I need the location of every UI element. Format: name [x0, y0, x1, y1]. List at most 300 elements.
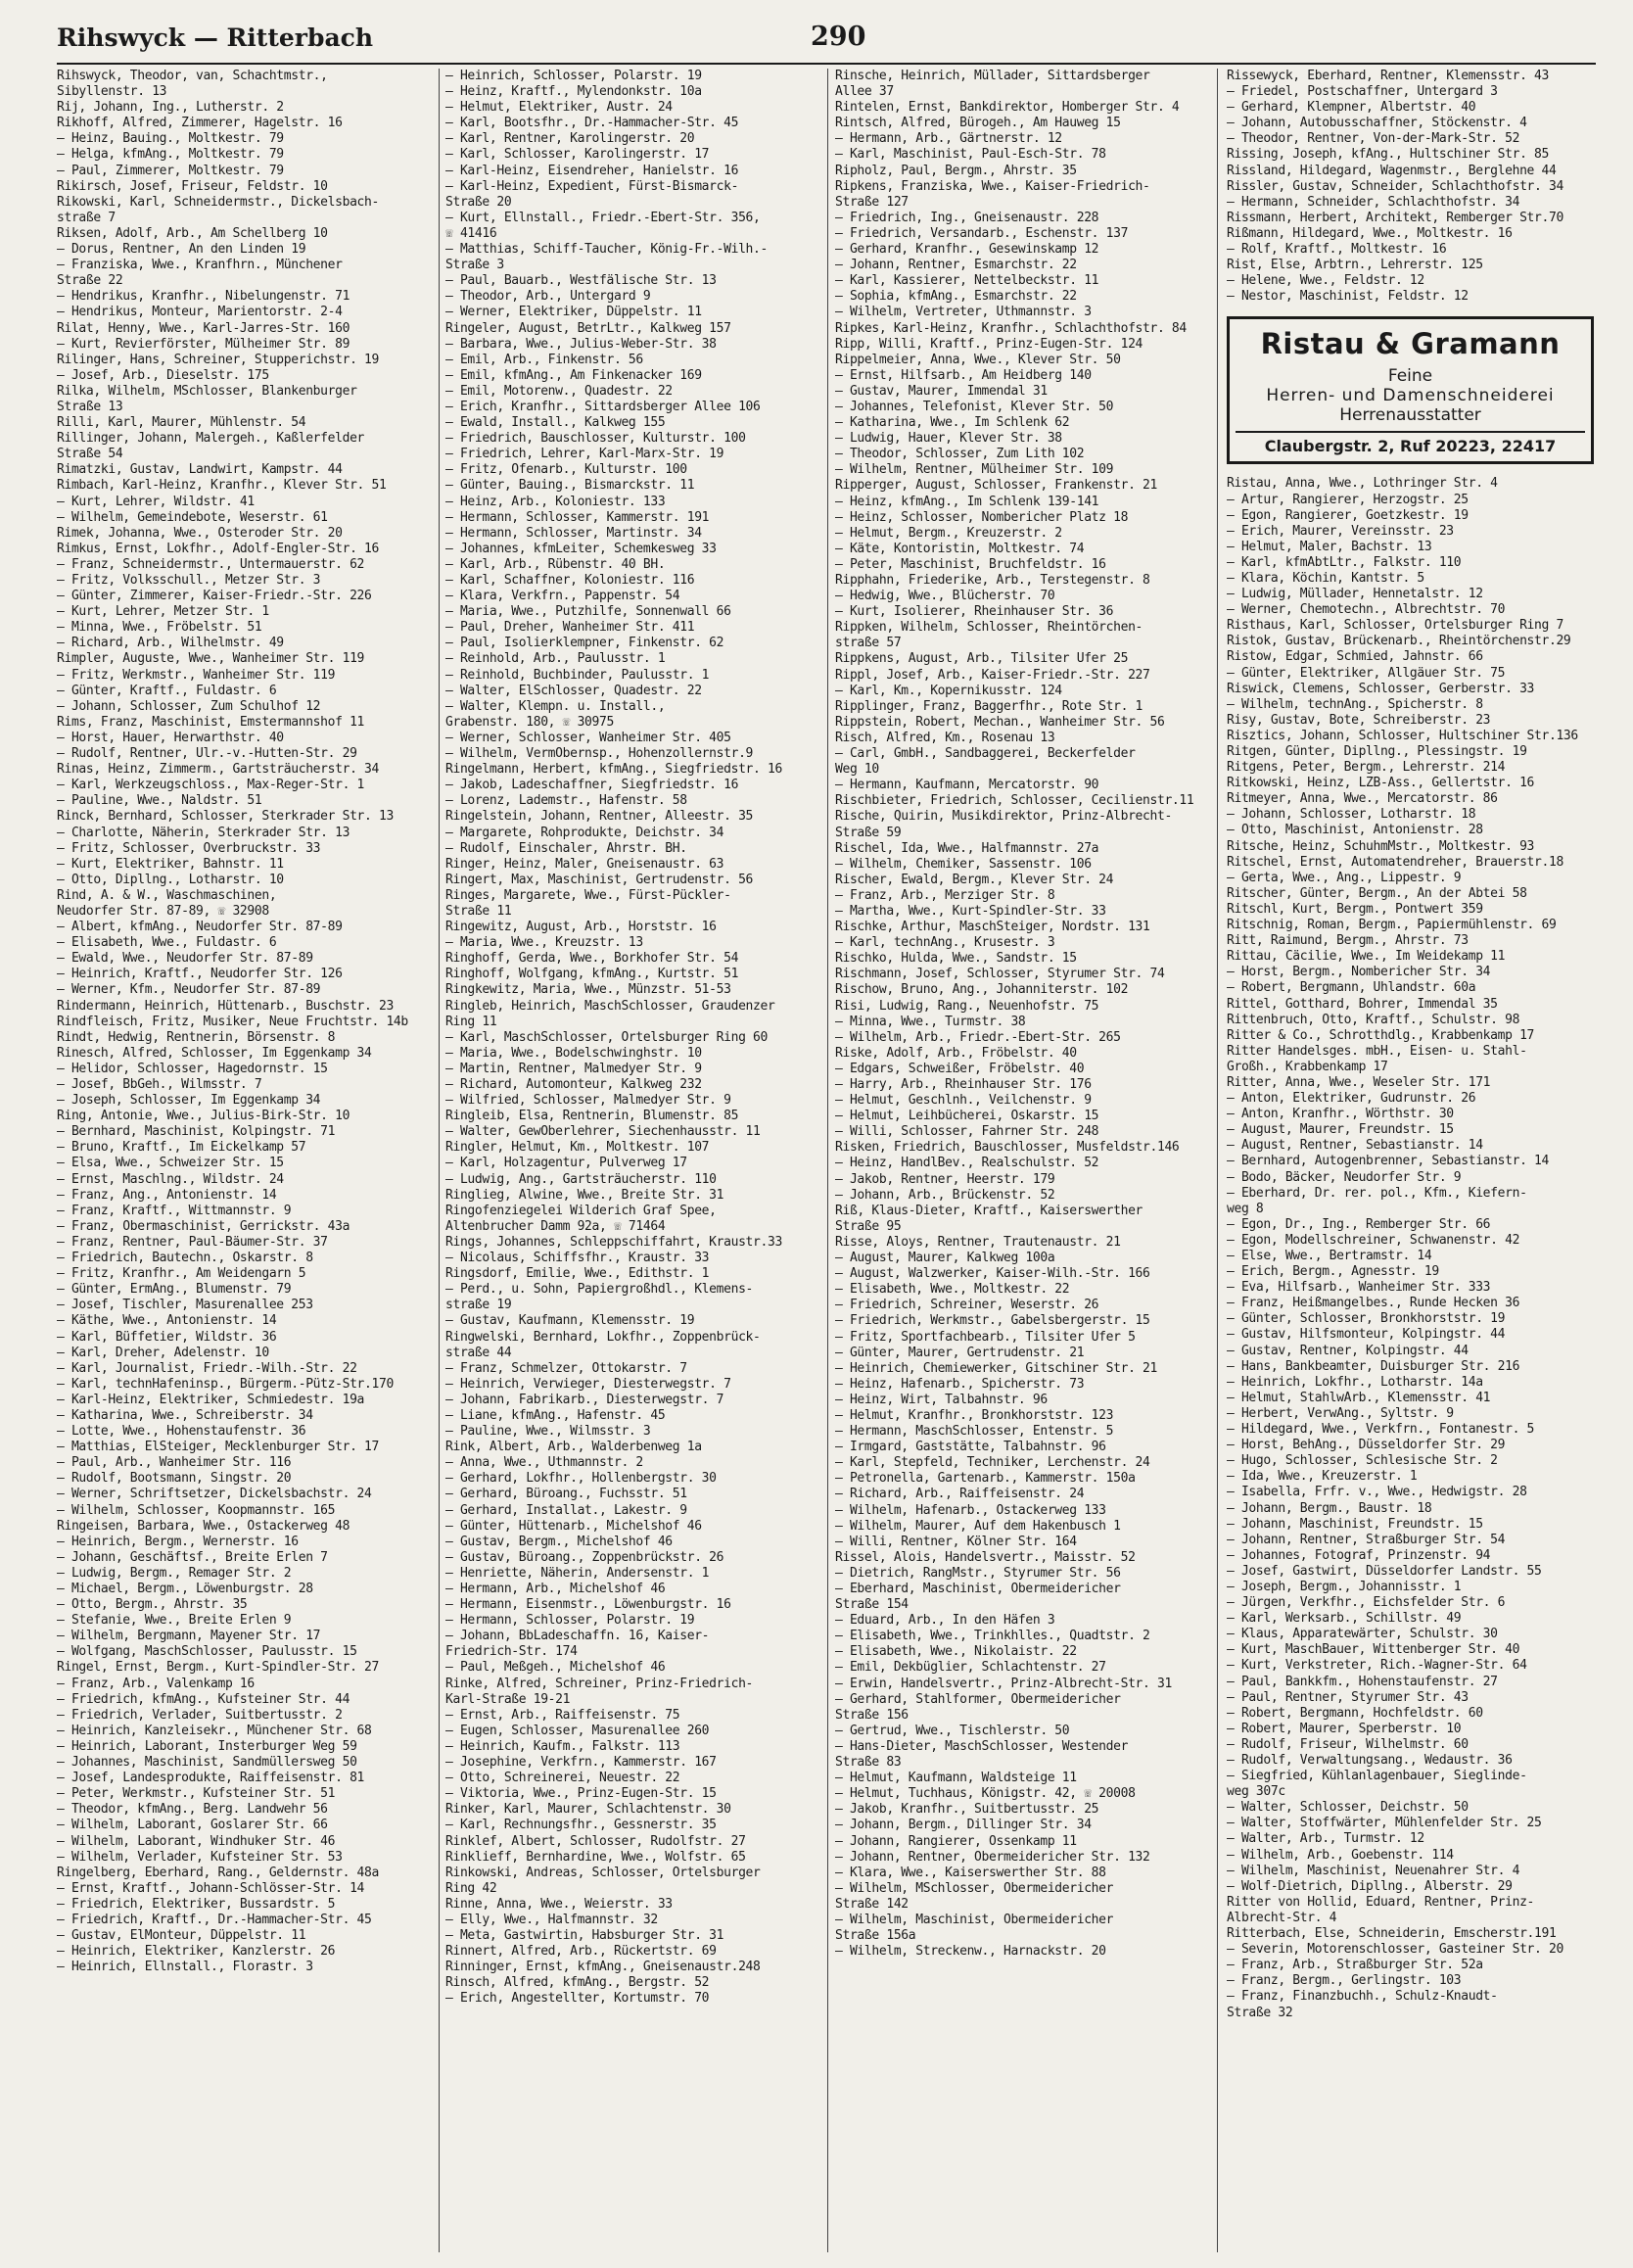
directory-entry: Rims, Franz, Maschinist, Emstermannshof 11: [57, 714, 365, 730]
directory-entry: — Wilhelm, Bergmann, Mayener Str. 17: [57, 1629, 321, 1644]
directory-entry: Rinsch, Alfred, kfmAng., Bergstr. 52: [445, 1975, 710, 1991]
directory-entry: — Helmut, StahlwArb., Klemensstr. 41: [1227, 1390, 1491, 1405]
directory-entry: Ringel, Ernst, Bergm., Kurt-Spindler-Str. 27: [57, 1660, 379, 1676]
directory-entry: Riswick, Clemens, Schlosser, Gerberstr. 33: [1227, 681, 1535, 696]
directory-entry: — Karl-Heinz, Eisendreher, Hanielstr. 16: [445, 163, 739, 178]
directory-entry: — Karl, Rentner, Karolingerstr. 20: [445, 131, 695, 147]
directory-entry: — Josef, Gastwirt, Düsseldorfer Landstr. 55: [1227, 1563, 1542, 1579]
directory-entry: — Theodor, Arb., Untergard 9: [445, 289, 651, 305]
directory-entry: — Wilhelm, Maurer, Auf dem Hakenbusch 1: [835, 1518, 1121, 1534]
directory-entry: — Günter, Bauing., Bismarckstr. 11: [445, 478, 695, 494]
directory-entry: Ripkens, Franziska, Wwe., Kaiser-Friedrich-: [835, 178, 1150, 194]
directory-entry: — Ludwig, Ang., Gartsträucherstr. 110: [445, 1171, 717, 1187]
directory-entry: Ristow, Edgar, Schmied, Jahnstr. 66: [1227, 649, 1483, 665]
directory-entry: Ringelmann, Herbert, kfmAng., Siegfriedstr. 16: [445, 762, 782, 778]
directory-entry: — Erich, Kranfhr., Sittardsberger Allee 106: [445, 399, 761, 414]
directory-entry: — Gerhard, Klempner, Albertstr. 40: [1227, 100, 1476, 116]
directory-entry: — Kurt, Ellnstall., Friedr.-Ebert-Str. 356,: [445, 210, 761, 225]
directory-entry: Risi, Ludwig, Rang., Neuenhofstr. 75: [835, 998, 1099, 1014]
directory-entry: Rind, A. & W., Waschmaschinen,: [57, 887, 277, 903]
directory-entry: — Wilhelm, VermObernsp., Hohenzollernstr.9: [445, 746, 754, 762]
directory-entry: — Johann, Schlosser, Lotharstr. 18: [1227, 807, 1476, 823]
directory-entry: — Michael, Bergm., Löwenburgstr. 28: [57, 1582, 313, 1596]
directory-entry: — Fritz, Ofenarb., Kulturstr. 100: [445, 462, 687, 478]
directory-entry: Rippkens, August, Arb., Tilsiter Ufer 25: [835, 651, 1129, 667]
directory-entry: — Erwin, Handelsvertr., Prinz-Albrecht-Str. 31: [835, 1676, 1172, 1691]
directory-entry: — Gustav, Büroang., Zoppenbrückstr. 26: [445, 1549, 724, 1565]
directory-entry: Rikowski, Karl, Schneidermstr., Dickelsbach-: [57, 194, 379, 210]
directory-entry: — Joseph, Schlosser, Im Eggenkamp 34: [57, 1093, 321, 1109]
directory-entry: — Harry, Arb., Rheinhauser Str. 176: [835, 1077, 1092, 1092]
directory-entry: Ringlieg, Alwine, Wwe., Breite Str. 31: [445, 1187, 724, 1203]
directory-entry: — Günter, Zimmerer, Kaiser-Friedr.-Str. 226: [57, 589, 372, 604]
directory-entry: Rinas, Heinz, Zimmerm., Gartsträucherstr. 34: [57, 762, 379, 778]
directory-entry: — Ernst, Maschlng., Wildstr. 24: [57, 1171, 284, 1187]
directory-entry: Rinsche, Heinrich, Müllader, Sittardsberger: [835, 69, 1150, 83]
directory-entry: — Robert, Bergmann, Uhlandstr. 60a: [1227, 980, 1476, 996]
column-4: [1227, 69, 1596, 2252]
directory-entry: — Nicolaus, Schiffsfhr., Kraustr. 33: [445, 1251, 710, 1266]
directory-entry: Rintsch, Alfred, Bürogeh., Am Hauweg 15: [835, 116, 1121, 131]
directory-entry: straße 19: [445, 1298, 512, 1313]
directory-entry: Grabenstr. 180, ☏ 30975: [445, 714, 614, 730]
directory-entry: Straße 59: [835, 825, 902, 840]
directory-entry: Rippstein, Robert, Mechan., Wanheimer Str. 56: [835, 714, 1165, 730]
directory-entry: — Herbert, VerwAng., Syltstr. 9: [1227, 1405, 1454, 1421]
directory-entry: — Ewald, Install., Kalkweg 155: [445, 415, 666, 431]
directory-entry: — Karl, kfmAbtLtr., Falkstr. 110: [1227, 554, 1462, 570]
directory-entry: Rischel, Ida, Wwe., Halfmannstr. 27a: [835, 840, 1099, 856]
directory-entry: — Viktoria, Wwe., Prinz-Eugen-Str. 15: [445, 1786, 717, 1802]
directory-entry: — Barbara, Wwe., Julius-Weber-Str. 38: [445, 336, 717, 352]
directory-entry: — Fritz, Schlosser, Overbruckstr. 33: [57, 840, 321, 856]
directory-entry: Rinck, Bernhard, Schlosser, Sterkrader Str. 13: [57, 809, 394, 825]
directory-entry: Ringeisen, Barbara, Wwe., Ostackerweg 48: [57, 1518, 350, 1534]
directory-entry: — Edgars, Schweißer, Fröbelstr. 40: [835, 1061, 1085, 1076]
directory-entry: — Günter, Maurer, Gertrudenstr. 21: [835, 1345, 1085, 1360]
directory-entry: weg 307c: [1227, 1784, 1285, 1800]
directory-entry: — Friedrich, Bautechn., Oskarstr. 8: [57, 1251, 313, 1266]
directory-entry: — Karl, Maschinist, Paul-Esch-Str. 78: [835, 147, 1106, 163]
directory-entry: — Johann, Rentner, Obermeidericher Str. 132: [835, 1849, 1150, 1865]
directory-entry: Straße 54: [57, 447, 123, 462]
directory-entry: Rissewyck, Eberhard, Rentner, Klemensstr. 43: [1227, 69, 1549, 83]
directory-entry: Rittel, Gotthard, Bohrer, Immendal 35: [1227, 996, 1498, 1012]
directory-entry: — Helene, Wwe., Feldstr. 12: [1227, 273, 1424, 289]
directory-entry: — Siegfried, Kühlanlagenbauer, Sieglinde-: [1227, 1769, 1527, 1784]
directory-entry: — Bodo, Bäcker, Neudorfer Str. 9: [1227, 1169, 1462, 1185]
directory-entry: Rillinger, Johann, Malergeh., Kaßlerfelder: [57, 431, 365, 447]
directory-entry: Ringewitz, August, Arb., Horststr. 16: [445, 920, 717, 935]
directory-entry: — Eberhard, Dr. rer. pol., Kfm., Kiefern-: [1227, 1185, 1527, 1201]
directory-entry: — Werner, Kfm., Neudorfer Str. 87-89: [57, 982, 321, 998]
directory-entry: — Kurt, Verkstreter, Rich.-Wagner-Str. 64: [1227, 1658, 1527, 1674]
directory-entry: Rittenbruch, Otto, Kraftf., Schulstr. 98: [1227, 1012, 1520, 1027]
directory-entry: — Friedrich, Verlader, Suitbertusstr. 2: [57, 1707, 343, 1723]
directory-entry: — Hermann, Schneider, Schlachthofstr. 34: [1227, 194, 1520, 210]
directory-entry: — Egon, Modellschreiner, Schwanenstr. 42: [1227, 1232, 1520, 1248]
directory-entry: Allee 37: [835, 84, 894, 100]
directory-entry: — Wilhelm, Streckenw., Harnackstr. 20: [835, 1944, 1106, 1960]
directory-entry: Rippelmeier, Anna, Wwe., Klever Str. 50: [835, 352, 1121, 367]
directory-entry: — Hermann, Kaufmann, Mercatorstr. 90: [835, 778, 1099, 793]
directory-entry: Ringelstein, Johann, Rentner, Alleestr. 35: [445, 809, 754, 825]
directory-entry: — Kurt, Isolierer, Rheinhauser Str. 36: [835, 604, 1114, 620]
directory-entry: — Gertrud, Wwe., Tischlerstr. 50: [835, 1723, 1070, 1738]
directory-entry: — Kurt, Revierförster, Mülheimer Str. 89: [57, 336, 350, 352]
directory-entry: — Robert, Bergmann, Hochfeldstr. 60: [1227, 1705, 1483, 1721]
directory-entry: Riß, Klaus-Dieter, Kraftf., Kaiserswerther: [835, 1203, 1143, 1218]
directory-entry: — Ludwig, Hauer, Klever Str. 38: [835, 431, 1062, 447]
directory-entry: — Franz, Heißmangelbes., Runde Hecken 36: [1227, 1296, 1520, 1311]
directory-entry: — Liane, kfmAng., Hafenstr. 45: [445, 1407, 666, 1423]
directory-entry: — Nestor, Maschinist, Feldstr. 12: [1227, 289, 1469, 305]
directory-entry: — Paul, Bankkfm., Hohenstaufenstr. 27: [1227, 1674, 1498, 1689]
directory-entry: Ringelberg, Eberhard, Rang., Geldernstr. 48a: [57, 1865, 379, 1880]
directory-entry: — Friedrich, Ing., Gneisenaustr. 228: [835, 210, 1099, 225]
directory-entry: — Walter, Klempn. u. Install.,: [445, 698, 666, 714]
directory-entry: — Heinrich, Verwieger, Diesterwegstr. 7: [445, 1376, 731, 1392]
directory-entry: Ripperger, August, Schlosser, Frankenstr. 21: [835, 478, 1157, 494]
directory-entry: — Wilhelm, Vertreter, Uthmannstr. 3: [835, 305, 1092, 320]
directory-entry: — Wilhelm, Laborant, Windhuker Str. 46: [57, 1833, 336, 1849]
directory-entry: — Josephine, Verkfrn., Kammerstr. 167: [445, 1755, 717, 1771]
directory-entry: Ritgen, Günter, Dipllng., Plessingstr. 19: [1227, 744, 1527, 759]
directory-entry: — Eberhard, Maschinist, Obermeidericher: [835, 1582, 1121, 1596]
directory-entry: — Helmut, Kranfhr., Bronkhorststr. 123: [835, 1407, 1114, 1423]
page-header: [57, 16, 1596, 65]
directory-entry: Neudorfer Str. 87-89, ☏ 32908: [57, 903, 269, 919]
directory-entry: — Karl, Rechnungsfhr., Gessnerstr. 35: [445, 1818, 717, 1833]
directory-entry: — Wolf-Dietrich, Dipllng., Alberstr. 29: [1227, 1878, 1513, 1894]
directory-entry: — Franz, Ang., Antonienstr. 14: [57, 1187, 277, 1203]
directory-columns: [57, 69, 1596, 2252]
directory-entry: — Günter, Elektriker, Allgäuer Str. 75: [1227, 665, 1506, 681]
directory-entry: Rissmann, Herbert, Architekt, Remberger Str.70: [1227, 210, 1563, 225]
directory-entry: — Heinz, Wirt, Talbahnstr. 96: [835, 1392, 1048, 1407]
directory-entry: — Heinrich, Kaufm., Falkstr. 113: [445, 1738, 680, 1754]
directory-entry: — Otto, Maschinist, Antonienstr. 28: [1227, 823, 1483, 838]
directory-entry: — Helmut, Geschlnh., Veilchenstr. 9: [835, 1093, 1092, 1109]
directory-entry: — Wilhelm, Maschinist, Obermeidericher: [835, 1912, 1114, 1927]
directory-entry: — Kurt, Lehrer, Wildstr. 41: [57, 494, 255, 509]
directory-entry: Ritsche, Heinz, SchuhmMstr., Moltkestr. 93: [1227, 838, 1535, 854]
directory-entry: — Wilhelm, Chemiker, Sassenstr. 106: [835, 856, 1092, 872]
directory-entry: — Bruno, Kraftf., Im Eickelkamp 57: [57, 1140, 306, 1156]
directory-entry: — Heinrich, Bergm., Wernerstr. 16: [57, 1534, 299, 1549]
directory-entry: — Anna, Wwe., Uthmannstr. 2: [445, 1455, 643, 1471]
directory-entry: — Franz, Bergm., Gerlingstr. 103: [1227, 1973, 1462, 1989]
directory-entry: Ritter von Hollid, Eduard, Rentner, Prinz-: [1227, 1894, 1535, 1910]
directory-entry: Ringleib, Elsa, Rentnerin, Blumenstr. 85: [445, 1109, 739, 1124]
directory-entry: — Irmgard, Gaststätte, Talbahnstr. 96: [835, 1440, 1106, 1455]
directory-entry: — Friedrich, Lehrer, Karl-Marx-Str. 19: [445, 447, 724, 462]
directory-entry: straße 44: [445, 1345, 512, 1360]
directory-entry: — Josef, BbGeh., Wilmsstr. 7: [57, 1077, 262, 1092]
directory-entry: — Otto, Dipllng., Lotharstr. 10: [57, 872, 284, 887]
directory-entry: — Minna, Wwe., Fröbelstr. 51: [57, 620, 262, 636]
directory-entry: Risch, Alfred, Km., Rosenau 13: [835, 730, 1055, 745]
directory-entry: straße 7: [57, 210, 116, 225]
directory-entry: — Walter, Arb., Turmstr. 12: [1227, 1831, 1424, 1847]
directory-entry: — Emil, Dekbüglier, Schlachtenstr. 27: [835, 1660, 1106, 1676]
directory-entry: Rink, Albert, Arb., Walderbenweg 1a: [445, 1440, 702, 1455]
directory-entry: — Wilhelm, Laborant, Goslarer Str. 66: [57, 1818, 328, 1833]
directory-entry: — Hendrikus, Monteur, Marientorstr. 2-4: [57, 305, 343, 320]
directory-entry: Straße 156a: [835, 1928, 916, 1944]
directory-entry: — Henriette, Näherin, Andersenstr. 1: [445, 1565, 710, 1581]
directory-entry: — Theodor, Schlosser, Zum Lith 102: [835, 447, 1085, 462]
directory-entry: — Josef, Arb., Dieselstr. 175: [57, 367, 269, 383]
directory-entry: Rimbach, Karl-Heinz, Kranfhr., Klever Str. 51: [57, 478, 387, 494]
directory-entry: Ritgens, Peter, Bergm., Lehrerstr. 214: [1227, 760, 1506, 776]
directory-entry: Rindermann, Heinrich, Hüttenarb., Buschstr. 23: [57, 998, 394, 1014]
directory-entry: Ritkowski, Heinz, LZB-Ass., Gellertstr. 16: [1227, 776, 1535, 791]
directory-entry: Friedrich-Str. 174: [445, 1644, 578, 1660]
directory-entry: — Friedrich, kfmAng., Kufsteiner Str. 44: [57, 1691, 350, 1707]
directory-entry: — Heinrich, Schlosser, Polarstr. 19: [445, 69, 702, 83]
directory-entry: Straße 156: [835, 1707, 909, 1723]
directory-entry: — Heinz, Kraftf., Mylendonkstr. 10a: [445, 84, 702, 100]
directory-entry: Sibyllenstr. 13: [57, 84, 167, 100]
directory-entry: — Wilhelm, Arb., Friedr.-Ebert-Str. 265: [835, 1029, 1121, 1045]
directory-entry: Risztics, Johann, Schlosser, Hultschiner Str.136: [1227, 728, 1578, 743]
directory-entry: — Franz, Finanzbuchh., Schulz-Knaudt-: [1227, 1989, 1498, 2005]
directory-entry: Ripp, Willi, Kraftf., Prinz-Eugen-Str. 124: [835, 336, 1143, 352]
directory-entry: — Friedrich, Werkmstr., Gabelsbergerstr. 15: [835, 1313, 1150, 1329]
directory-entry: Rischke, Arthur, MaschSteiger, Nordstr. 131: [835, 920, 1150, 935]
directory-entry: Rimpler, Auguste, Wwe., Wanheimer Str. 119: [57, 651, 365, 667]
directory-entry: — Lorenz, Lademstr., Hafenstr. 58: [445, 793, 687, 809]
directory-entry: — Hans, Bankbeamter, Duisburger Str. 216: [1227, 1358, 1520, 1374]
directory-entry: Rischer, Ewald, Bergm., Klever Str. 24: [835, 872, 1114, 887]
directory-entry: — Jakob, Rentner, Heerstr. 179: [835, 1171, 1055, 1187]
directory-entry: Ring 11: [445, 1014, 497, 1029]
directory-entry: — Helmut, Elektriker, Austr. 24: [445, 100, 673, 116]
directory-entry: Rippl, Josef, Arb., Kaiser-Friedr.-Str. 227: [835, 667, 1150, 683]
directory-entry: weg 8: [1227, 1201, 1264, 1216]
directory-entry: Rinnert, Alfred, Arb., Rückertstr. 69: [445, 1944, 717, 1960]
directory-entry: Straße 95: [835, 1218, 902, 1234]
directory-entry: Risthaus, Karl, Schlosser, Ortelsburger Ring 7: [1227, 618, 1563, 634]
directory-entry: — Erich, Maurer, Vereinsstr. 23: [1227, 523, 1454, 539]
directory-entry: — Wilhelm, MSchlosser, Obermeidericher: [835, 1880, 1114, 1896]
directory-entry: — Hermann, Eisenmstr., Löwenburgstr. 16: [445, 1597, 731, 1613]
directory-entry: Rilat, Henny, Wwe., Karl-Jarres-Str. 160: [57, 320, 350, 336]
directory-entry: — Klara, Köchin, Kantstr. 5: [1227, 570, 1424, 586]
directory-entry: — Karl, technAng., Krusestr. 3: [835, 935, 1055, 951]
ad-title: Ristau & Gramann: [1260, 327, 1561, 361]
directory-entry: — Ernst, Arb., Raiffeisenstr. 75: [445, 1707, 680, 1723]
directory-entry: — Willi, Rentner, Kölner Str. 164: [835, 1534, 1077, 1549]
directory-entry: — Ernst, Hilfsarb., Am Heidberg 140: [835, 367, 1092, 383]
directory-entry: — Reinhold, Arb., Paulusstr. 1: [445, 651, 666, 667]
directory-entry: Rimkus, Ernst, Lokfhr., Adolf-Engler-Str. 16: [57, 541, 379, 556]
directory-entry: — Johannes, Fotograf, Prinzenstr. 94: [1227, 1547, 1491, 1563]
directory-entry: — Franz, Kraftf., Wittmannstr. 9: [57, 1203, 292, 1218]
directory-entry: — Richard, Arb., Raiffeisenstr. 24: [835, 1487, 1085, 1502]
directory-entry: — Franziska, Wwe., Kranfhrn., Münchener: [57, 258, 343, 273]
directory-entry: — Helmut, Leihbücherei, Oskarstr. 15: [835, 1109, 1099, 1124]
directory-entry: Rittau, Cäcilie, Wwe., Im Weidekamp 11: [1227, 949, 1506, 965]
directory-entry: — Karl, Werksarb., Schillstr. 49: [1227, 1611, 1462, 1627]
ad-line-2: Herren- und Damenschneiderei: [1266, 386, 1555, 406]
directory-entry: — Fritz, Kranfhr., Am Weidengarn 5: [57, 1266, 306, 1282]
directory-entry: — Johann, BbLadeschaffn. 16, Kaiser-: [445, 1629, 710, 1644]
directory-entry: — Heinrich, Kraftf., Neudorfer Str. 126: [57, 967, 343, 982]
directory-entry: — Martin, Rentner, Malmedyer Str. 9: [445, 1061, 702, 1076]
directory-entry: — Hermann, Arb., Gärtnerstr. 12: [835, 131, 1062, 147]
directory-entry: — Elisabeth, Wwe., Trinkhlles., Quadtstr. 2: [835, 1629, 1150, 1644]
directory-entry: — Josef, Landesprodukte, Raiffeisenstr. 81: [57, 1771, 365, 1786]
directory-entry: Rintelen, Ernst, Bankdirektor, Homberger Str. 4: [835, 100, 1180, 116]
directory-entry: Ringer, Heinz, Maler, Gneisenaustr. 63: [445, 856, 724, 872]
directory-entry: — Gustav, Kaufmann, Klemensstr. 19: [445, 1313, 695, 1329]
directory-entry: — Richard, Automonteur, Kalkweg 232: [445, 1077, 702, 1092]
directory-entry: — Karl-Heinz, Expedient, Fürst-Bismarck-: [445, 178, 739, 194]
directory-entry: — Werner, Schlosser, Wanheimer Str. 405: [445, 730, 731, 745]
directory-entry: Ripplinger, Franz, Baggerfhr., Rote Str. 1: [835, 698, 1143, 714]
directory-entry: — Wilhelm, Gemeindebote, Weserstr. 61: [57, 509, 328, 525]
directory-entry: — Karl, Holzagentur, Pulverweg 17: [445, 1156, 687, 1171]
directory-entry: — Heinrich, Elektriker, Kanzlerstr. 26: [57, 1944, 336, 1960]
directory-entry: Straße 127: [835, 194, 909, 210]
directory-entry: Rinninger, Ernst, kfmAng., Gneisenaustr.248: [445, 1960, 761, 1975]
directory-entry: — Anton, Elektriker, Gudrunstr. 26: [1227, 1091, 1476, 1107]
directory-entry: — Johannes, Maschinist, Sandmüllersweg 50: [57, 1755, 357, 1771]
directory-entry: Rinne, Anna, Wwe., Weierstr. 33: [445, 1896, 673, 1912]
directory-entry: — Erich, Angestellter, Kortumstr. 70: [445, 1991, 710, 2007]
directory-entry: — Johannes, kfmLeiter, Schemkesweg 33: [445, 541, 717, 556]
directory-entry: — Else, Wwe., Bertramstr. 14: [1227, 1249, 1432, 1263]
directory-entry: Ristok, Gustav, Brückenarb., Rheintörchenstr.29: [1227, 634, 1571, 649]
directory-entry: — Ludwig, Bergm., Remager Str. 2: [57, 1565, 292, 1581]
directory-entry: Rij, Johann, Ing., Lutherstr. 2: [57, 100, 284, 116]
directory-entry: Ritter & Co., Schrotthdlg., Krabbenkamp 17: [1227, 1027, 1535, 1043]
directory-entry: — Hugo, Schlosser, Schlesische Str. 2: [1227, 1453, 1498, 1469]
directory-entry: — Günter, Schlosser, Bronkhorststr. 19: [1227, 1311, 1506, 1327]
directory-entry: Ringleb, Heinrich, MaschSchlosser, Graudenzer: [445, 998, 775, 1014]
directory-entry: — Wilhelm, Verlader, Kufsteiner Str. 53: [57, 1849, 343, 1865]
directory-entry: — Reinhold, Buchbinder, Paulusstr. 1: [445, 667, 710, 683]
directory-entry: — Gerhard, Installat., Lakestr. 9: [445, 1502, 687, 1518]
directory-entry: Ritter Handelsges. mbH., Eisen- u. Stahl-: [1227, 1043, 1527, 1059]
directory-entry: Riksen, Adolf, Arb., Am Schellberg 10: [57, 225, 328, 241]
directory-entry: — Paul, Arb., Wanheimer Str. 116: [57, 1455, 292, 1471]
directory-entry: Rikhoff, Alfred, Zimmerer, Hagelstr. 16: [57, 116, 343, 131]
directory-entry: Straße 20: [445, 194, 512, 210]
directory-entry: — Egon, Rangierer, Goetzkestr. 19: [1227, 507, 1469, 523]
directory-entry: — Perd., u. Sohn, Papiergroßhdl., Klemens-: [445, 1282, 754, 1298]
directory-entry: — Ewald, Wwe., Neudorfer Str. 87-89: [57, 951, 313, 967]
directory-entry: — Heinrich, Ellnstall., Florastr. 3: [57, 1960, 313, 1975]
directory-entry: — Helmut, Bergm., Kreuzerstr. 2: [835, 525, 1062, 541]
directory-entry: — Maria, Wwe., Putzhilfe, Sonnenwall 66: [445, 604, 731, 620]
directory-entry: — Gustav, Maurer, Immendal 31: [835, 383, 1048, 399]
directory-entry: — Helmut, Maler, Bachstr. 13: [1227, 539, 1432, 554]
directory-entry: Ringsdorf, Emilie, Wwe., Edithstr. 1: [445, 1266, 710, 1282]
directory-entry: — Gustav, Rentner, Kolpingstr. 44: [1227, 1343, 1469, 1358]
directory-entry: — Johann, Geschäftsf., Breite Erlen 7: [57, 1549, 328, 1565]
directory-entry: — Ida, Wwe., Kreuzerstr. 1: [1227, 1469, 1418, 1485]
directory-entry: — Willi, Schlosser, Fahrner Str. 248: [835, 1124, 1099, 1140]
directory-entry: — Isabella, Frfr. v., Wwe., Hedwigstr. 28: [1227, 1485, 1527, 1500]
directory-entry: — August, Walzwerker, Kaiser-Wilh.-Str. 166: [835, 1266, 1150, 1282]
directory-entry: — Horst, BehAng., Düsseldorfer Str. 29: [1227, 1438, 1506, 1453]
directory-entry: — Hermann, Schlosser, Martinstr. 34: [445, 525, 702, 541]
directory-entry: — Erich, Bergm., Agnesstr. 19: [1227, 1264, 1439, 1280]
directory-entry: — Heinrich, Laborant, Insterburger Weg 59: [57, 1738, 357, 1754]
directory-entry: Ringhoff, Gerda, Wwe., Borkhofer Str. 54: [445, 951, 739, 967]
directory-entry: Straße 142: [835, 1896, 909, 1912]
directory-entry: Ringwelski, Bernhard, Lokfhr., Zoppenbrück-: [445, 1329, 761, 1345]
directory-entry: — Elisabeth, Wwe., Nikolaistr. 22: [835, 1644, 1077, 1660]
directory-entry: — Rudolf, Rentner, Ulr.-v.-Hutten-Str. 29: [57, 746, 357, 762]
directory-entry: — Stefanie, Wwe., Breite Erlen 9: [57, 1613, 292, 1629]
directory-entry: — Helmut, Tuchhaus, Königstr. 42, ☏ 20008: [835, 1786, 1136, 1802]
directory-entry: — Karl, Dreher, Adelenstr. 10: [57, 1345, 269, 1360]
directory-entry: Straße 13: [57, 399, 123, 414]
directory-entry: Ringhoff, Wolfgang, kfmAng., Kurtstr. 51: [445, 967, 739, 982]
directory-entry: — Gustav, ElMonteur, Düppelstr. 11: [57, 1928, 306, 1944]
directory-entry: — Emil, Motorenw., Quadestr. 22: [445, 383, 673, 399]
directory-entry: Straße 32: [1227, 2005, 1293, 2020]
directory-entry: — Gerta, Wwe., Ang., Lippestr. 9: [1227, 870, 1462, 885]
directory-entry: — Matthias, Schiff-Taucher, König-Fr.-Wilh.-: [445, 242, 768, 258]
directory-entry: — Karl-Heinz, Elektriker, Schmiedestr. 19a: [57, 1392, 365, 1407]
directory-entry: Ringes, Margarete, Wwe., Fürst-Pückler-: [445, 887, 731, 903]
directory-entry: Rischow, Bruno, Ang., Johanniterstr. 102: [835, 982, 1129, 998]
directory-entry: — Wilhelm, Arb., Goebenstr. 114: [1227, 1847, 1454, 1863]
directory-entry: — Franz, Rentner, Paul-Bäumer-Str. 37: [57, 1234, 328, 1250]
directory-entry: — Hildegard, Wwe., Verkfrn., Fontanestr. 5: [1227, 1422, 1535, 1438]
directory-entry: — Karl, Stepfeld, Techniker, Lerchenstr. 24: [835, 1455, 1150, 1471]
directory-entry: — Rudolf, Verwaltungsang., Wedaustr. 36: [1227, 1753, 1513, 1768]
directory-entry: — Albert, kfmAng., Neudorfer Str. 87-89: [57, 920, 343, 935]
directory-entry: — Severin, Motorenschlosser, Gasteiner Str. 20: [1227, 1942, 1563, 1958]
directory-entry: Ritterbach, Else, Schneiderin, Emscherstr.191: [1227, 1926, 1557, 1942]
directory-entry: — Heinz, HandlBev., Realschulstr. 52: [835, 1156, 1099, 1171]
directory-entry: — Robert, Maurer, Sperberstr. 10: [1227, 1721, 1462, 1736]
directory-entry: — Günter, Hüttenarb., Michelshof 46: [445, 1518, 702, 1534]
directory-entry: Ripphahn, Friederike, Arb., Terstegenstr. 8: [835, 573, 1150, 588]
directory-entry: Rihswyck, Theodor, van, Schachtmstr.,: [57, 69, 328, 83]
directory-entry: Weg 10: [835, 762, 879, 778]
directory-entry: Ritschel, Ernst, Automatendreher, Brauerstr.18: [1227, 854, 1563, 870]
directory-entry: — Werner, Elektriker, Düppelstr. 11: [445, 305, 702, 320]
directory-entry: Karl-Straße 19-21: [445, 1691, 571, 1707]
directory-entry: — Gerhard, Lokfhr., Hollenbergstr. 30: [445, 1471, 717, 1487]
directory-entry: Rischmann, Josef, Schlosser, Styrumer Str. 74: [835, 967, 1165, 982]
directory-entry: — Käthe, Wwe., Antonienstr. 14: [57, 1313, 277, 1329]
directory-entry: — Friedrich, Bauschlosser, Kulturstr. 100: [445, 431, 746, 447]
directory-entry: — Johann, Rentner, Straßburger Str. 54: [1227, 1532, 1506, 1547]
directory-entry: Rindt, Hedwig, Rentnerin, Börsenstr. 8: [57, 1029, 336, 1045]
directory-entry: — Horst, Hauer, Herwarthstr. 40: [57, 730, 284, 745]
directory-entry: — Friedrich, Schreiner, Weserstr. 26: [835, 1298, 1099, 1313]
ad-line-1: Feine: [1387, 366, 1433, 387]
directory-entry: — Peter, Maschinist, Bruchfeldstr. 16: [835, 556, 1106, 572]
directory-entry: — Heinz, Bauing., Moltkestr. 79: [57, 131, 284, 147]
directory-entry: — Karl, Journalist, Friedr.-Wilh.-Str. 22: [57, 1360, 357, 1376]
directory-entry: — Carl, GmbH., Sandbaggerei, Beckerfelder: [835, 746, 1136, 762]
directory-entry: — Johannes, Telefonist, Klever Str. 50: [835, 399, 1114, 414]
directory-entry: Straße 154: [835, 1597, 909, 1613]
directory-entry: — Karl, Schlosser, Karolingerstr. 17: [445, 147, 710, 163]
directory-entry: — Dorus, Rentner, An den Linden 19: [57, 242, 306, 258]
directory-entry: — Elsa, Wwe., Schweizer Str. 15: [57, 1156, 284, 1171]
directory-entry: Rilka, Wilhelm, MSchlosser, Blankenburger: [57, 383, 357, 399]
